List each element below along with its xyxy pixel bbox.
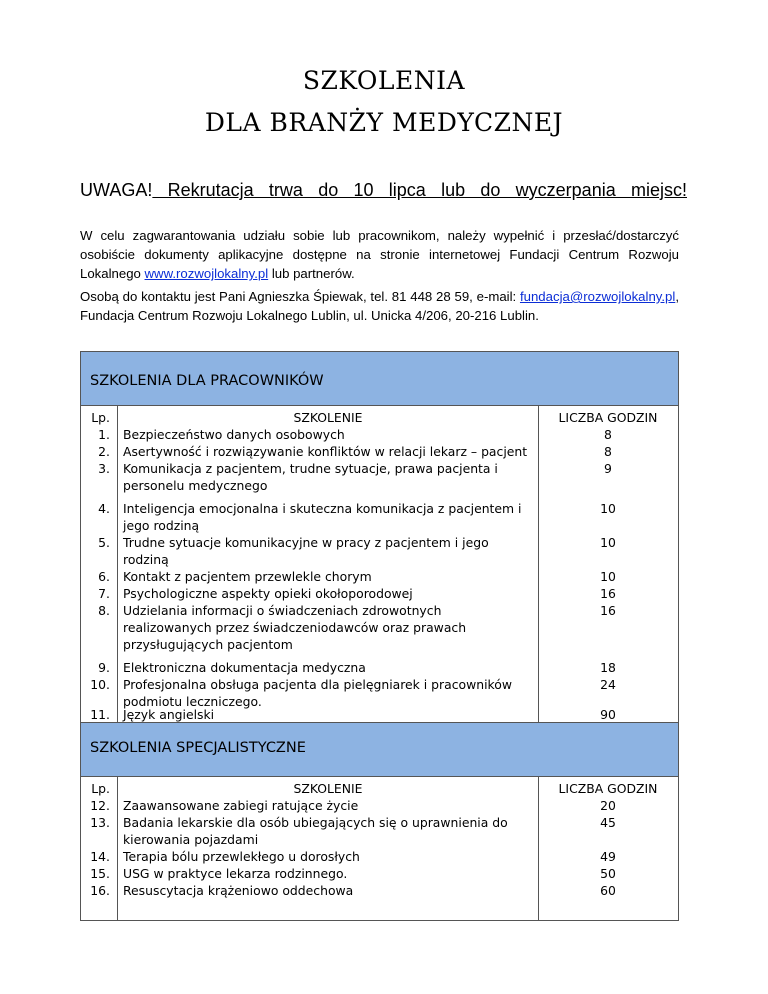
row-lp: 16.	[90, 883, 110, 898]
col-name-header: SZKOLENIE	[293, 410, 363, 425]
row-hours: 9	[604, 461, 612, 476]
row-name: Terapia bólu przewlekłego u dorosłych	[123, 849, 360, 864]
row-hours: 16	[600, 603, 616, 618]
row-hours: 10	[600, 501, 616, 516]
notice-text: Rekrutacja trwa do 10 lipca lub do wyczerpania miejsc!	[152, 180, 687, 200]
employees-table	[80, 405, 679, 723]
row-name: Udzielania informacji o świadczeniach zdrowotnych realizowanych przez świadczeniodawców oraz prawach przysługujących pacjentom	[123, 603, 467, 652]
row-name: Komunikacja z pacjentem, trudne sytuacje, prawa pacjenta i personelu medycznego	[123, 461, 498, 493]
row-lp: 11.	[90, 707, 110, 722]
col-hours-header: LICZBA GODZIN	[558, 410, 658, 425]
row-hours: 49	[600, 849, 616, 864]
row-hours: 45	[600, 815, 616, 830]
page-title-line1: SZKOLENIA	[302, 66, 466, 95]
application-paragraph	[80, 226, 679, 283]
row-lp: 15.	[90, 866, 110, 881]
row-hours: 18	[600, 660, 616, 675]
row-name: Resuscytacja krążeniowo oddechowa	[123, 883, 354, 898]
specialist-table	[80, 776, 679, 921]
row-name: Inteligencja emocjonalna i skuteczna komunikacja z pacjentem i jego rodziną	[123, 501, 522, 533]
row-hours: 8	[604, 427, 612, 442]
row-hours: 24	[600, 677, 616, 692]
row-name: Kontakt z pacjentem przewlekle chorym	[123, 569, 372, 584]
contact-paragraph	[80, 287, 679, 325]
col-hours-header: LICZBA GODZIN	[558, 781, 658, 796]
row-lp: 8.	[98, 603, 110, 618]
row-name: USG w praktyce lekarza rodzinnego.	[123, 866, 348, 881]
col-lp-header: Lp.	[91, 410, 110, 425]
section-title: SZKOLENIA SPECJALISTYCZNE	[90, 740, 306, 756]
email-link[interactable]: fundacja@rozwojlokalny.pl	[519, 289, 676, 304]
website-link[interactable]: www.rozwojlokalny.pl	[144, 266, 269, 281]
row-lp: 13.	[90, 815, 110, 830]
row-hours: 10	[600, 569, 616, 584]
col-lp-header: Lp.	[91, 781, 110, 796]
row-lp: 1.	[98, 427, 110, 442]
row-name: Język angielski	[123, 707, 215, 722]
row-name: Elektroniczna dokumentacja medyczna	[123, 660, 366, 675]
row-lp: 6.	[98, 569, 110, 584]
row-hours: 10	[600, 535, 616, 550]
section-title: SZKOLENIA DLA PRACOWNIKÓW	[90, 373, 324, 389]
row-name: Badania lekarskie dla osób ubiegających się o uprawnienia do kierowania pojazdami	[123, 815, 508, 847]
application-text: W celu zagwarantowania udziału sobie lub pracownikom, należy wypełnić i przesłać/dostarczyć osobiście dokumenty aplikacyjne dostępne na stronie internetowej Fundacji Centrum Rozwoju Lokalnego	[80, 228, 679, 281]
row-lp: 10.	[90, 677, 110, 692]
row-name: Zaawansowane zabiegi ratujące życie	[123, 798, 359, 813]
row-lp: 4.	[98, 501, 110, 516]
row-hours: 20	[600, 798, 616, 813]
row-hours: 50	[600, 866, 616, 881]
row-hours: 90	[600, 707, 616, 722]
row-name: Psychologiczne aspekty opieki okołoporodowej	[123, 586, 413, 601]
section-header-specialist	[80, 722, 679, 777]
row-name: Trudne sytuacje komunikacyjne w pracy z pacjentem i jego rodziną	[123, 535, 489, 567]
contact-text: Osobą do kontaktu jest Pani Agnieszka Śpiewak, tel. 81 448 28 59, e-mail:	[80, 289, 520, 304]
row-hours: 16	[600, 586, 616, 601]
notice-prefix: UWAGA!	[80, 180, 153, 200]
col-name-header: SZKOLENIE	[293, 781, 363, 796]
row-name: Asertywność i rozwiązywanie konfliktów w relacji lekarz – pacjent	[123, 444, 528, 459]
row-lp: 3.	[98, 461, 110, 476]
row-lp: 7.	[98, 586, 110, 601]
row-name: Bezpieczeństwo danych osobowych	[123, 427, 345, 442]
row-lp: 2.	[98, 444, 110, 459]
row-lp: 14.	[90, 849, 110, 864]
page-title-line2: DLA BRANŻY MEDYCZNEJ	[204, 108, 564, 137]
row-name: Profesjonalna obsługa pacjenta dla pielęgniarek i pracowników podmiotu leczniczego.	[123, 677, 512, 709]
row-hours: 8	[604, 444, 612, 459]
application-suffix: lub partnerów.	[268, 266, 355, 281]
row-lp: 12.	[90, 798, 110, 813]
row-lp: 5.	[98, 535, 110, 550]
section-header-employees	[80, 351, 679, 406]
recruitment-notice	[80, 180, 687, 201]
row-hours: 60	[600, 883, 616, 898]
contact-suffix: , Fundacja Centrum Rozwoju Lokalnego Lublin, ul. Unicka 4/206, 20-216 Lublin.	[80, 289, 679, 323]
row-lp: 9.	[98, 660, 110, 675]
